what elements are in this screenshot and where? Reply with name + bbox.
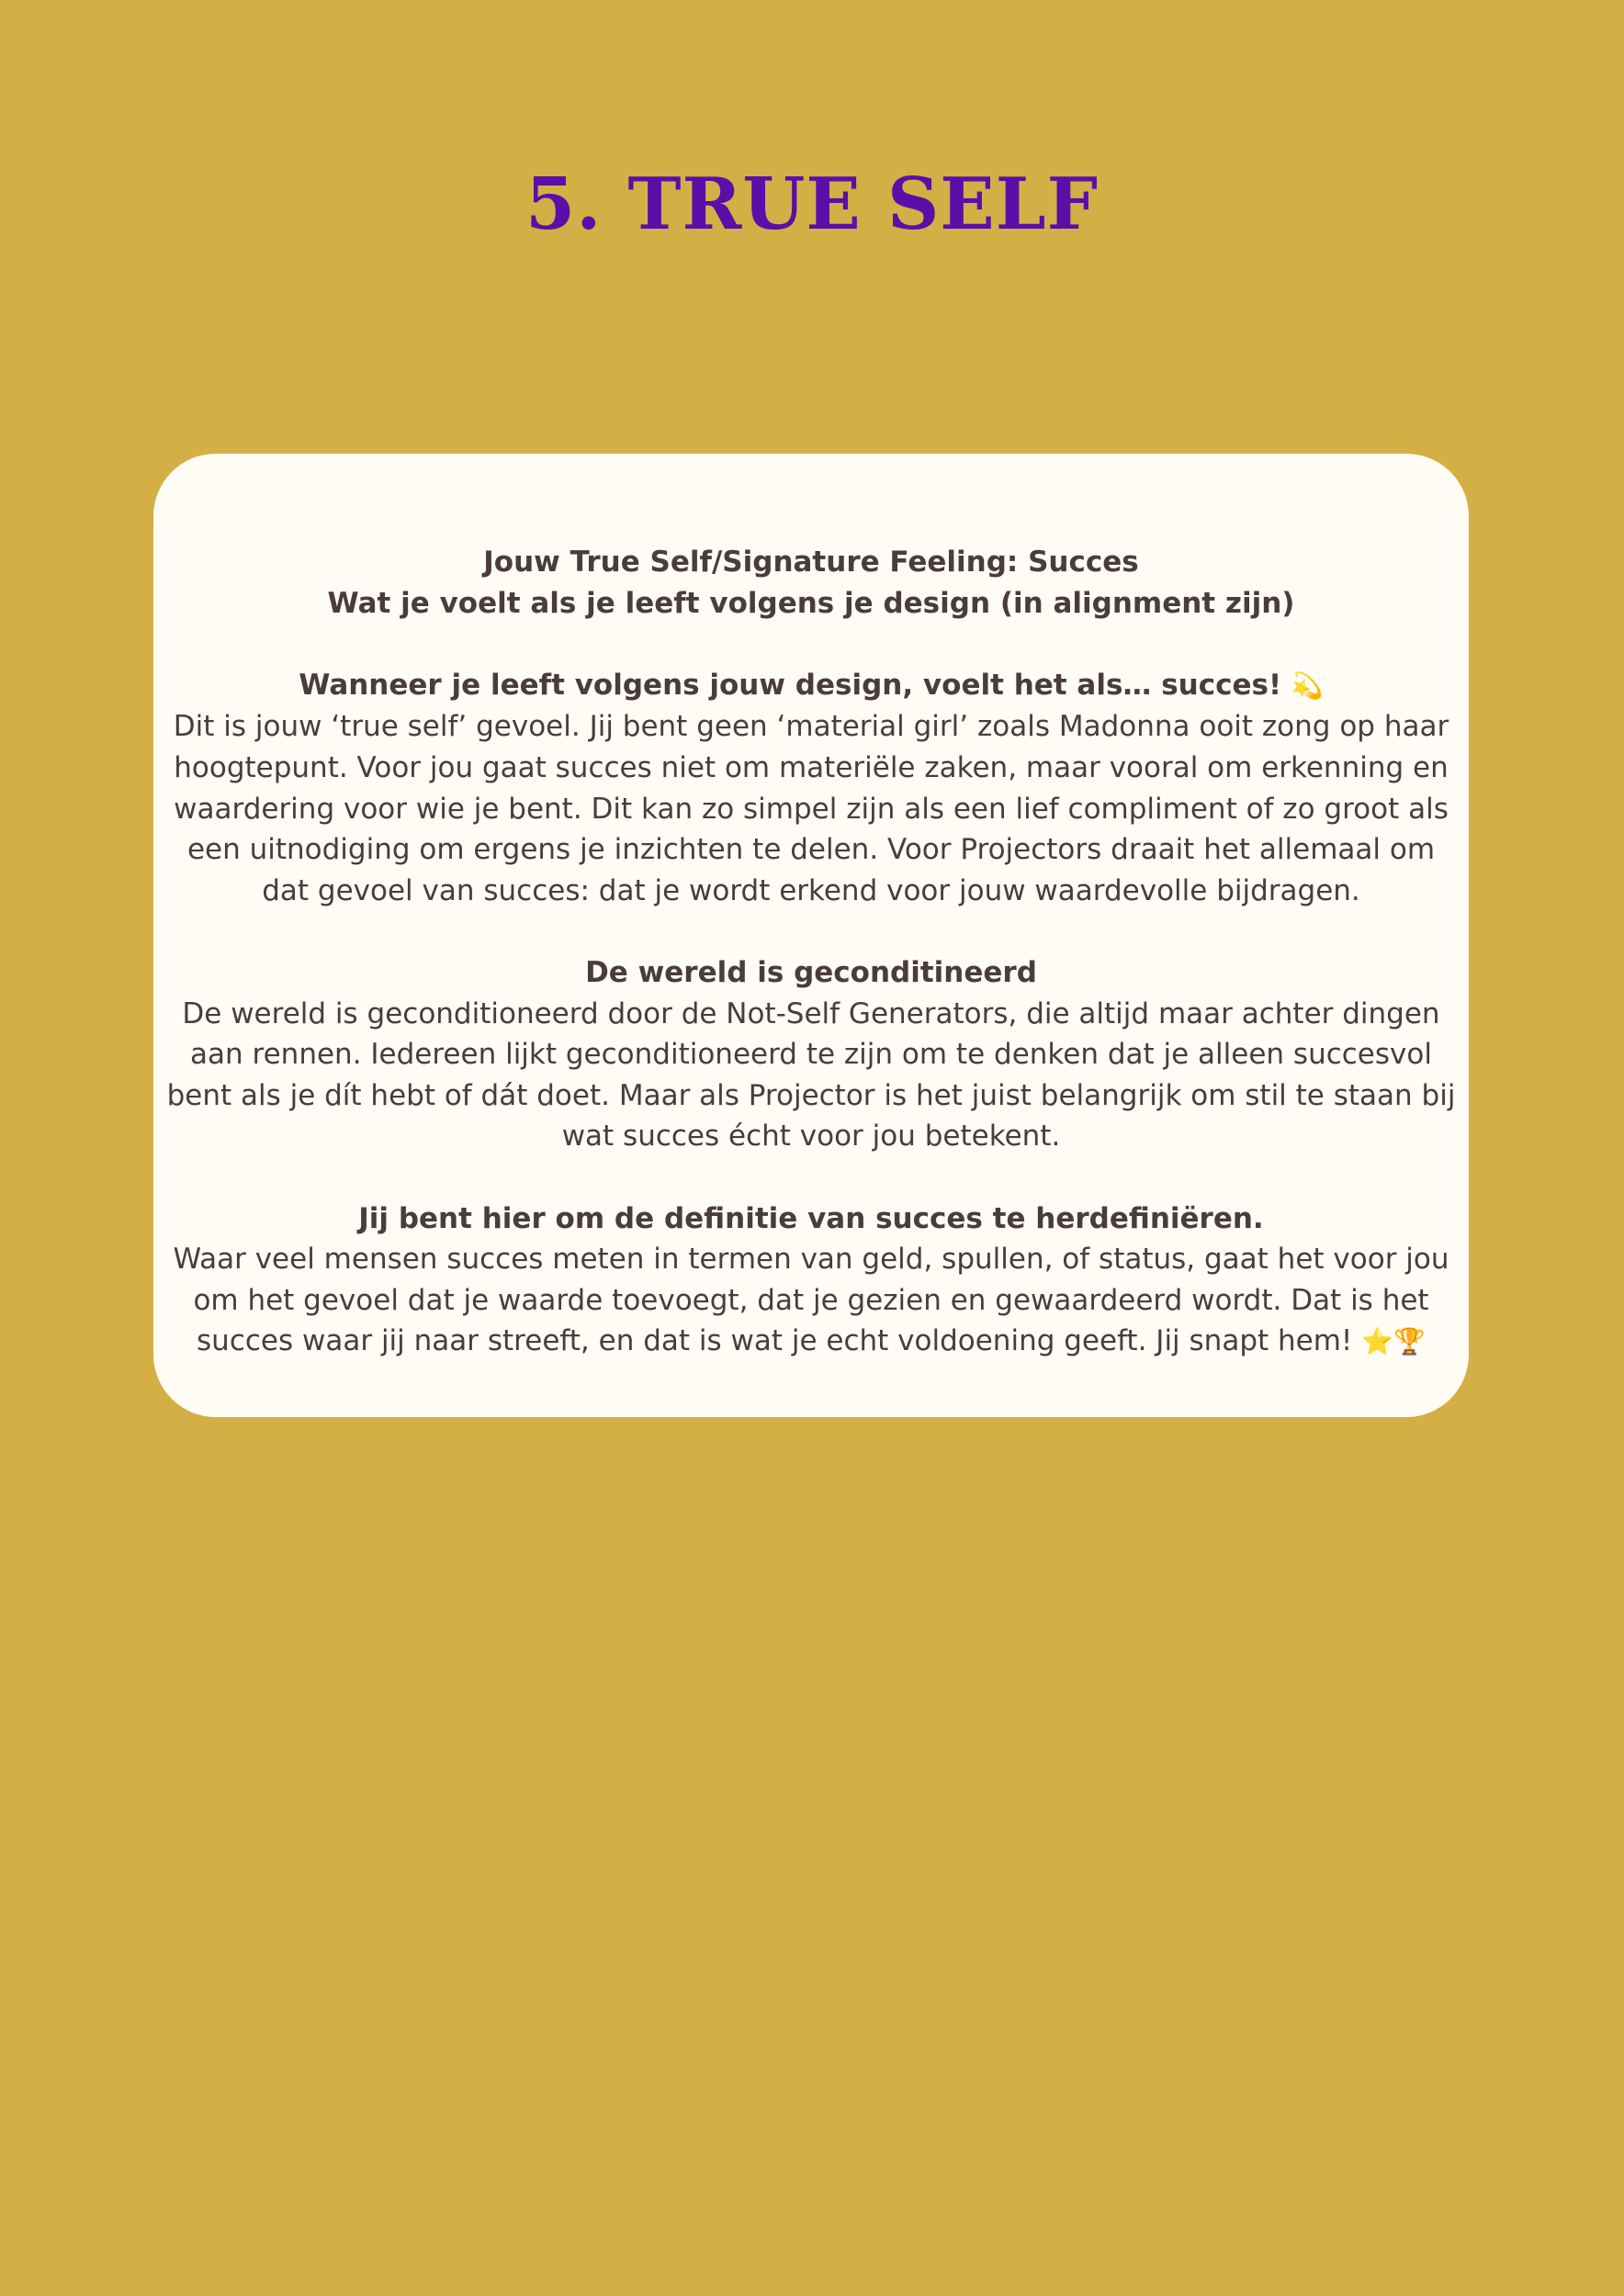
spacer bbox=[163, 1157, 1460, 1199]
content-card bbox=[153, 454, 1469, 1417]
card-heading-line2: Wat je voelt als je leeft volgens je design (in alignment zijn) bbox=[327, 586, 1295, 620]
star-icon: ⭐ bbox=[1361, 1326, 1394, 1357]
section1-heading bbox=[163, 665, 1460, 707]
card-heading-line1: Jouw True Self/Signature Feeling: Succes bbox=[483, 546, 1139, 579]
section3-heading: Jij bent hier om de definitie van succes te herdefiniëren. bbox=[358, 1201, 1264, 1235]
section3-body-text: Waar veel mensen succes meten in termen van geld, spullen, of status, gaat het voor jou om het gevoel dat je waarde toevoegt, dat je gezien en gewaardeerd wordt. Dat is het succes waar jij naar streeft, en dat is wat je echt voldoening geeft. Jij snapt hem! bbox=[173, 1243, 1449, 1358]
title-number: 5. bbox=[525, 163, 603, 246]
section3-body bbox=[163, 1239, 1460, 1363]
dizzy-star-icon: 💫 bbox=[1291, 670, 1324, 701]
title-text: TRUE SELF bbox=[627, 163, 1099, 246]
section1-heading-text: Wanneer je leeft volgens jouw design, voelt het als… succes! bbox=[299, 668, 1282, 702]
page-title bbox=[0, 154, 1624, 255]
section2-heading: De wereld is geconditineerd bbox=[585, 955, 1037, 989]
spacer bbox=[163, 624, 1460, 665]
section2-body: De wereld is geconditioneerd door de Not-Self Generators, die altijd maar achter dingen aan rennen. Iedereen lijkt geconditioneerd te zijn om te denken dat je alleen succesvol bent als je dít hebt of dát doet. Maar als Projector is het juist belangrijk om stil te staan bij wat succes écht voor jou betekent. bbox=[166, 996, 1456, 1154]
trophy-icon: 🏆 bbox=[1393, 1326, 1426, 1357]
spacer bbox=[163, 911, 1460, 952]
section1-body: Dit is jouw ‘true self’ gevoel. Jij bent geen ‘material girl’ zoals Madonna ooit zong op haar hoogtepunt. Voor jou gaat succes niet om materiële zaken, maar vooral om erkenning en waardering voor wie je bent. Dit kan zo simpel zijn als een lief compliment of zo groot als een uitnodiging om ergens je inzichten te delen. Voor Projectors draait het allemaal om dat gevoel van succes: dat je wordt erkend voor jouw waardevolle bijdragen. bbox=[173, 710, 1449, 907]
